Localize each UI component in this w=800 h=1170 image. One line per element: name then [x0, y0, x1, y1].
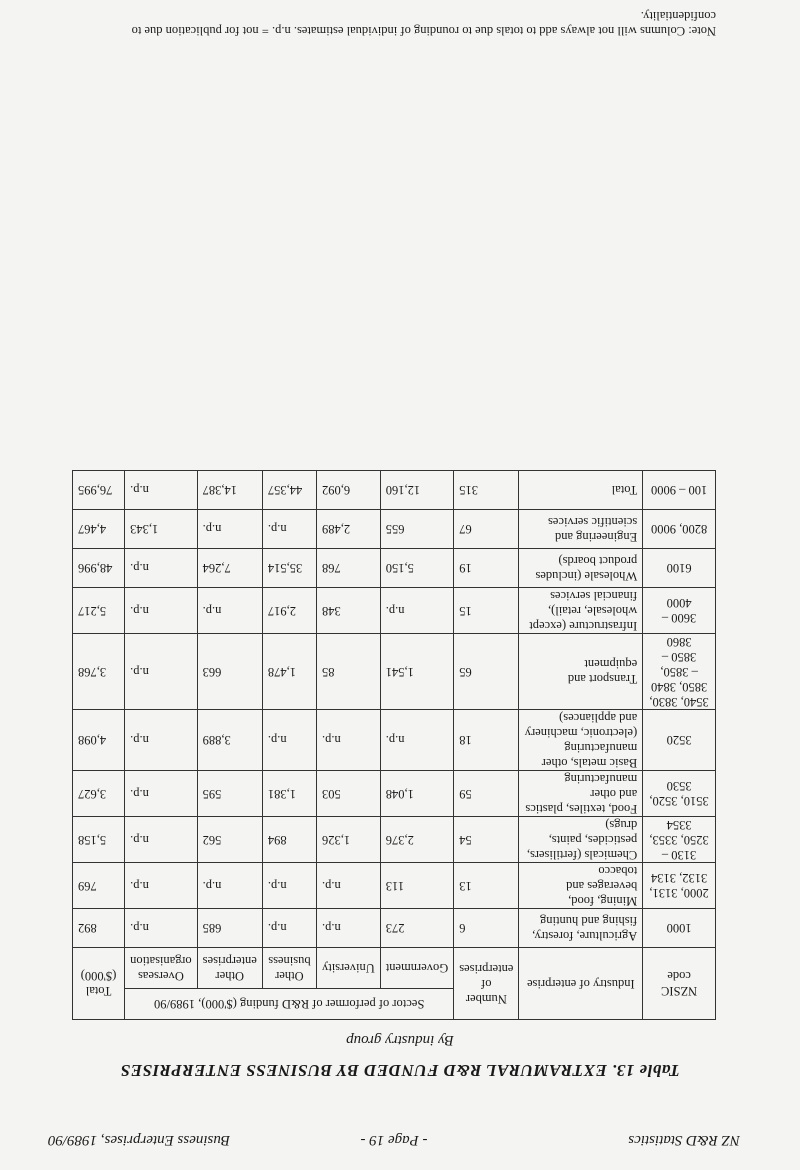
row-university: 1,326: [316, 817, 380, 863]
row-other-business: n.p.: [262, 909, 316, 948]
row-total: 4,467: [73, 510, 125, 549]
row-number: 6: [454, 909, 519, 948]
row-industry: Wholesale (includes product boards): [519, 549, 643, 588]
row-number: 19: [454, 549, 519, 588]
row-nzsic-code: 3510, 3520, 3530: [643, 771, 716, 817]
row-industry: Transport and equipment: [519, 634, 643, 710]
row-number: 15: [454, 588, 519, 634]
row-nzsic-code: 6100: [643, 549, 716, 588]
row-total: 3,627: [73, 771, 125, 817]
table-row: [73, 549, 716, 588]
table-subtitle: By industry group: [346, 1032, 454, 1048]
row-other-enterprises: 7,264: [197, 549, 262, 588]
row-other-enterprises: 663: [197, 634, 262, 710]
row-overseas: n.p.: [125, 863, 198, 909]
table-row: [73, 710, 716, 771]
row-number: 13: [454, 863, 519, 909]
row-other-business: 1,478: [262, 634, 316, 710]
row-government: 2,376: [380, 817, 453, 863]
header-nzsic: NZSIC code: [643, 948, 716, 1020]
header-number: Number of enterprises: [454, 948, 519, 1020]
row-overseas: n.p.: [125, 710, 198, 771]
row-number: 65: [454, 634, 519, 710]
row-overseas: n.p.: [125, 634, 198, 710]
row-government: 1,541: [380, 634, 453, 710]
header-right: Business Enterprises, 1989/90: [48, 1132, 231, 1148]
row-industry: Agriculture, forestry, fishing and hunting: [519, 909, 643, 948]
row-university: 348: [316, 588, 380, 634]
row-university: 2,489: [316, 510, 380, 549]
row-overseas: n.p.: [125, 471, 198, 510]
header-industry: Industry of enterprise: [519, 948, 643, 1020]
row-other-business: 44,357: [262, 471, 316, 510]
row-nzsic-code: 8200, 9000: [643, 510, 716, 549]
header-overseas: Overseas organisation: [125, 948, 198, 989]
row-overseas: 1,343: [125, 510, 198, 549]
row-nzsic-code: 1000: [643, 909, 716, 948]
row-university: 6,092: [316, 471, 380, 510]
table-footnote: Note: Columns will not always add to totals due to rounding of individual estimates. n.p. = not for publication due to confidentiality.: [131, 9, 716, 38]
row-government: 273: [380, 909, 453, 948]
row-overseas: n.p.: [125, 549, 198, 588]
row-total: 48,996: [73, 549, 125, 588]
header-left: NZ R&D Statistics: [628, 1132, 740, 1148]
table-row: [73, 771, 716, 817]
row-nzsic-code: 3540, 3830, 3850, 3840 – 3850, 3850 – 3860: [643, 634, 716, 710]
row-government: 12,160: [380, 471, 453, 510]
row-total: 769: [73, 863, 125, 909]
row-other-enterprises: 562: [197, 817, 262, 863]
row-total: 3,768: [73, 634, 125, 710]
row-nzsic-code: 3520: [643, 710, 716, 771]
row-number: 67: [454, 510, 519, 549]
row-university: 85: [316, 634, 380, 710]
row-industry: Food, textiles, plastics and other manufacturing: [519, 771, 643, 817]
row-university: n.p.: [316, 710, 380, 771]
row-nzsic-code: 3130 – 3250, 3353, 3354: [643, 817, 716, 863]
page-number: - Page 19 -: [360, 1132, 428, 1148]
row-government: 655: [380, 510, 453, 549]
header-total: Total ($'000): [73, 948, 125, 1020]
row-nzsic-code: 100 – 9000: [643, 471, 716, 510]
row-other-business: 2,917: [262, 588, 316, 634]
table-title: Table 13. EXTRAMURAL R&D FUNDED BY BUSINESS ENTERPRISES: [120, 1061, 680, 1080]
table-row: [73, 510, 716, 549]
table-row: [73, 588, 716, 634]
row-other-business: 35,514: [262, 549, 316, 588]
row-overseas: n.p.: [125, 588, 198, 634]
row-other-business: n.p.: [262, 863, 316, 909]
row-government: 5,150: [380, 549, 453, 588]
row-total: 76,995: [73, 471, 125, 510]
table-row: [73, 817, 716, 863]
table-row: [73, 909, 716, 948]
row-other-business: 894: [262, 817, 316, 863]
page-header: [48, 1122, 740, 1148]
table-row: [73, 471, 716, 510]
row-other-business: n.p.: [262, 510, 316, 549]
row-university: n.p.: [316, 863, 380, 909]
header-government: Government: [380, 948, 453, 989]
row-industry: Chemicals (fertilisers, pesticides, paints, drugs): [519, 817, 643, 863]
row-university: n.p.: [316, 909, 380, 948]
row-other-business: n.p.: [262, 710, 316, 771]
row-industry: Infrastructure (except wholesale, retail), financial services: [519, 588, 643, 634]
row-overseas: n.p.: [125, 817, 198, 863]
row-overseas: n.p.: [125, 909, 198, 948]
row-overseas: n.p.: [125, 771, 198, 817]
row-number: 54: [454, 817, 519, 863]
row-other-enterprises: 595: [197, 771, 262, 817]
row-other-enterprises: n.p.: [197, 863, 262, 909]
row-industry: Engineering and scientific services: [519, 510, 643, 549]
row-nzsic-code: 2000, 3131, 3132, 3134: [643, 863, 716, 909]
header-sector-group: Sector of performer of R&D funding ($'000), 1989/90: [125, 989, 454, 1020]
row-total: 4,098: [73, 710, 125, 771]
table-row: [73, 634, 716, 710]
row-university: 503: [316, 771, 380, 817]
row-total: 5,158: [73, 817, 125, 863]
row-number: 59: [454, 771, 519, 817]
row-government: n.p.: [380, 710, 453, 771]
row-other-business: 1,381: [262, 771, 316, 817]
row-other-enterprises: 685: [197, 909, 262, 948]
row-industry: Basic metals, other manufacturing (electronic, machinery and appliances): [519, 710, 643, 771]
row-university: 768: [316, 549, 380, 588]
table-row: [73, 863, 716, 909]
row-other-enterprises: 3,889: [197, 710, 262, 771]
row-total: 5,217: [73, 588, 125, 634]
row-government: 1,048: [380, 771, 453, 817]
header-other-enterprises: Other enterprises: [197, 948, 262, 989]
row-total: 892: [73, 909, 125, 948]
row-government: 113: [380, 863, 453, 909]
row-nzsic-code: 3600 – 4000: [643, 588, 716, 634]
header-university: University: [316, 948, 380, 989]
row-other-enterprises: 14,387: [197, 471, 262, 510]
row-other-enterprises: n.p.: [197, 510, 262, 549]
row-government: n.p.: [380, 588, 453, 634]
extramural-rd-table: [72, 470, 716, 1020]
row-industry: Mining, food, beverages and tobacco: [519, 863, 643, 909]
header-other-business: Other business: [262, 948, 316, 989]
row-number: 18: [454, 710, 519, 771]
row-industry: Total: [519, 471, 643, 510]
row-other-enterprises: n.p.: [197, 588, 262, 634]
row-number: 315: [454, 471, 519, 510]
